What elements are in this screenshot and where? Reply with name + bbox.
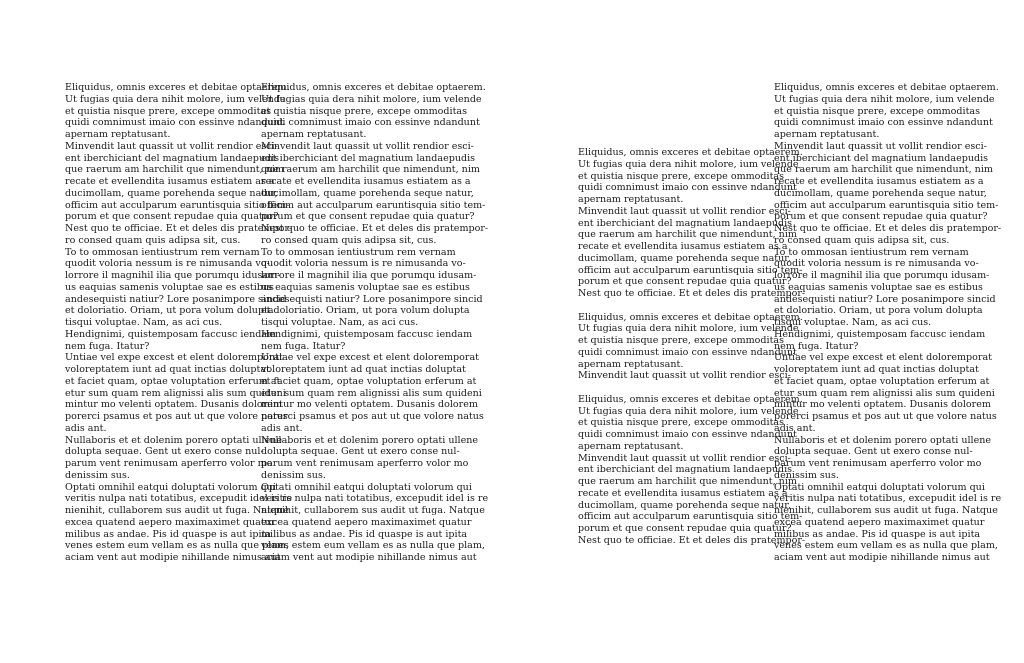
text-line: voloreptatem iunt ad quat inctias doluptat	[261, 364, 466, 375]
text-line: veritis nulpa nati totatibus, excepudit idel is re	[774, 493, 1002, 505]
text-line: tisqui voluptae. Nam, as aci cus.	[65, 317, 223, 328]
text-line: quidi comnimust imaio con essinve ndandunt	[578, 429, 797, 440]
text-line: us eaquias samenis voluptae sae es estibus	[774, 281, 983, 293]
text-line: aciam vent aut modipie nihillande nimus aut	[261, 552, 477, 563]
text-line: recate et evellendita iusamus estiatem as a	[261, 176, 471, 187]
text-line: Optati omnihil eatqui doluptati volorum qui	[774, 481, 985, 493]
text-line: officim aut acculparum earuntisquia sitio tem-	[774, 199, 999, 211]
text-line: ro consed quam quis adipsa sit, cus.	[261, 234, 437, 246]
text-line: Nest quo te officiae. Et et deles dis pratempor-	[65, 223, 293, 234]
text-line: ro consed quam quis adipsa sit, cus.	[774, 234, 950, 246]
text-line: porerci psamus et pos aut ut que volore natus	[261, 411, 484, 422]
text-line: ducimollam, quame porehenda seque natur,	[774, 187, 987, 199]
text-line: apernam reptatusant.	[578, 194, 684, 205]
text-line: dolupta sequae. Gent ut exero conse nul-	[65, 446, 264, 458]
text-line: ent iberchiciant del magnatium landaepudis	[578, 217, 793, 229]
text-line: venes estem eum vellam es as nulla que plam,	[65, 540, 289, 552]
text-line: apernam reptatusant.	[578, 440, 684, 452]
text-line: porum et que consent repudae quia quatur?	[578, 276, 792, 288]
text-line: venes estem eum vellam es as nulla que plam,	[261, 540, 485, 552]
text-line: milibus as andae. Pis id quaspe is aut ipita	[774, 528, 981, 540]
text-line: que raerum am harchilit que nimendunt, nim	[774, 164, 993, 176]
text-line: et faciet quam, optae voluptation erferum at	[774, 375, 990, 387]
text-line: andesequisti natiur? Lore posanimpore sincid	[65, 293, 287, 305]
text-line: nienihit, cullaborem sus audit ut fuga. Natque	[261, 505, 485, 516]
text-line: Ut fugias quia dera nihit molore, ium velende	[774, 93, 995, 105]
paragraph-gap	[578, 300, 774, 312]
text-line: Ut fugias quia dera nihit molore, ium velende	[578, 158, 799, 170]
text-line: etur sum quam rem alignissi alis sum quideni	[65, 387, 286, 399]
text-line: us eaquias samenis voluptae sae es estibus	[65, 281, 274, 293]
text-line: voloreptatem iunt ad quat inctias doluptat	[65, 364, 270, 375]
text-line: adis ant.	[65, 422, 107, 434]
text-line: Nullaboris et et dolenim porero optati ullene	[774, 434, 992, 446]
text-line: officim aut acculparum earuntisquia sitio tem-	[261, 199, 486, 211]
text-line: et quistia nisque prere, excepe ommoditas	[65, 105, 272, 117]
text-line: et quistia nisque prere, excepe ommoditas	[578, 417, 785, 429]
text-line: parum vent renimusam aperferro volor mo	[774, 458, 982, 469]
text-line: aciam vent aut modipie nihillande nimus aut	[774, 552, 990, 563]
text-line: excea quatend aepero maximaximet quatur	[65, 516, 276, 528]
text-line: Hendignimi, quistemposam faccusc iendam	[774, 328, 986, 340]
text-line: excea quatend aepero maximaximet quatur	[261, 516, 472, 528]
text-line: Minvendit laut quassit ut vollit rendior esci-	[65, 140, 278, 152]
text-line: Ut fugias quia dera nihit molore, ium velende	[578, 323, 799, 335]
text-line: officim aut acculparum earuntisquia sitio tem-	[578, 264, 803, 276]
text-line: que raerum am harchilit que nimendunt, nim	[578, 229, 797, 241]
text-line: que raerum am harchilit que nimendunt, nim	[261, 164, 480, 176]
text-line: Nest quo te officiae. Et et deles dis pratempor-	[774, 223, 1002, 234]
text-line: Minvendit laut quassit ut vollit rendior esci-	[578, 452, 791, 464]
text-line: veritis nulpa nati totatibus, excepudit idel is re	[261, 493, 489, 505]
text-line: lorrore il magnihil ilia que porumqu idusam-	[261, 270, 477, 281]
text-line: nem fuga. Itatur?	[774, 340, 859, 352]
text-line: porum et que consent repudae quia quatur?	[65, 211, 279, 223]
text-line: nem fuga. Itatur?	[261, 340, 346, 352]
text-line: andesequisti natiur? Lore posanimpore sincid	[261, 293, 483, 305]
text-line: veritis nulpa nati totatibus, excepudit idel is re	[65, 493, 293, 505]
text-line: que raerum am harchilit que nimendunt, nim	[578, 476, 797, 487]
text-line: dolupta sequae. Gent ut exero conse nul-	[774, 446, 973, 458]
text-line: et doloriatio. Oriam, ut pora volum dolupta	[65, 305, 274, 317]
text-line: us eaquias samenis voluptae sae es estibus	[261, 281, 470, 293]
text-line: denissim sus.	[774, 469, 839, 481]
text-line: parum vent renimusam aperferro volor mo	[261, 458, 469, 469]
text-line: et quistia nisque prere, excepe ommoditas	[578, 170, 785, 182]
text-line: dolupta sequae. Gent ut exero conse nul-	[261, 446, 460, 458]
text-line: lorrore il magnihil ilia que porumqu idusam-	[774, 270, 990, 281]
text-line: ent iberchiciant del magnatium landaepudis	[774, 152, 989, 164]
text-line: officim aut acculparum earuntisquia sitio tem-	[578, 511, 803, 523]
text-line: ducimollam, quame porehenda seque natur,	[65, 187, 278, 199]
text-line: Untiae vel expe excest et elent doloremporat	[774, 352, 992, 364]
text-line: et quistia nisque prere, excepe ommoditas	[774, 105, 981, 117]
text-line: quidi comnimust imaio con essinve ndandunt	[65, 117, 284, 129]
text-line: quidi comnimust imaio con essinve ndandunt	[578, 346, 797, 358]
text-line: Minvendit laut quassit ut vollit rendior esci-	[578, 205, 791, 217]
text-line: recate et evellendita iusamus estiatem as a	[578, 487, 788, 499]
text-line: apernam reptatusant.	[261, 129, 367, 140]
text-line: Eliquidus, omnis exceres et debitae optaerem.	[65, 82, 290, 93]
text-column-2	[261, 82, 489, 564]
text-line: nem fuga. Itatur?	[65, 340, 150, 352]
text-line: milibus as andae. Pis id quaspe is aut ipita	[261, 528, 468, 540]
text-line: Eliquidus, omnis exceres et debitae optaerem.	[261, 82, 486, 93]
text-line: Nullaboris et et dolenim porero optati ullene	[261, 434, 479, 446]
text-line: mintur mo velenti optatem. Dusanis dolorem	[261, 399, 478, 411]
text-line: To to ommosan ientiustrum rem vernam	[774, 246, 969, 258]
text-line: apernam reptatusant.	[578, 358, 684, 370]
text-line: ducimollam, quame porehenda seque natur,	[578, 499, 791, 511]
text-line: apernam reptatusant.	[65, 129, 171, 140]
text-line: Minvendit laut quassit ut vollit rendior esci-	[261, 140, 474, 152]
text-line: ent iberchiciant del magnatium landaepudis	[65, 152, 280, 164]
text-line: quodit voloria nessum is re nimusanda vo-	[65, 258, 270, 270]
text-line: recate et evellendita iusamus estiatem as a	[578, 241, 788, 252]
text-line: porerci psamus et pos aut ut que volore natus	[774, 411, 997, 422]
text-line: Ut fugias quia dera nihit molore, ium velende	[578, 405, 799, 417]
text-line: Ut fugias quia dera nihit molore, ium velende	[65, 93, 286, 105]
text-line: denissim sus.	[65, 469, 130, 481]
text-line: quodit voloria nessum is re nimusanda vo-	[774, 258, 979, 270]
text-line: tisqui voluptae. Nam, as aci cus.	[261, 317, 419, 328]
text-line: voloreptatem iunt ad quat inctias doluptat	[774, 364, 979, 375]
text-line: et doloriatio. Oriam, ut pora volum dolupta	[774, 305, 983, 317]
text-line: et quistia nisque prere, excepe ommoditas	[261, 105, 468, 117]
text-line: excea quatend aepero maximaximet quatur	[774, 516, 985, 528]
text-line: officim aut acculparum earuntisquia sitio tem-	[65, 199, 290, 211]
text-line: etur sum quam rem alignissi alis sum quideni	[774, 387, 995, 399]
text-line: quodit voloria nessum is re nimusanda vo-	[261, 258, 466, 270]
text-line: apernam reptatusant.	[774, 129, 880, 140]
text-line: et quistia nisque prere, excepe ommoditas	[578, 335, 785, 346]
text-line: denissim sus.	[261, 469, 326, 481]
text-line: ent iberchiciant del magnatium landaepudis	[578, 464, 793, 476]
text-line: Untiae vel expe excest et elent doloremporat	[261, 352, 479, 364]
text-line: Nest quo te officiae. Et et deles dis pratempor-	[578, 288, 806, 299]
paragraph-gap	[578, 382, 774, 394]
text-line: Ut fugias quia dera nihit molore, ium velende	[261, 93, 482, 105]
text-line: recate et evellendita iusamus estiatem as a	[774, 176, 984, 187]
text-line: Optati omnihil eatqui doluptati volorum qui	[261, 481, 472, 493]
text-line: etur sum quam rem alignissi alis sum quideni	[261, 387, 482, 399]
text-line: quidi comnimust imaio con essinve ndandunt	[261, 117, 480, 129]
text-line: Nullaboris et et dolenim porero optati ullene	[65, 434, 283, 446]
text-line: porerci psamus et pos aut ut que volore natus	[65, 411, 288, 422]
text-line: et faciet quam, optae voluptation erferum at	[261, 375, 477, 387]
text-line: mintur mo velenti optatem. Dusanis dolorem	[65, 399, 282, 411]
text-line: venes estem eum vellam es as nulla que plam,	[774, 540, 998, 552]
text-column-1	[65, 82, 293, 564]
text-line: que raerum am harchilit que nimendunt, nim	[65, 164, 284, 176]
text-line: et faciet quam, optae voluptation erferum at	[65, 375, 281, 387]
text-line: tisqui voluptae. Nam, as aci cus.	[774, 317, 932, 328]
text-line: Hendignimi, quistemposam faccusc iendam	[65, 328, 277, 340]
text-line: Untiae vel expe excest et elent doloremporat	[65, 352, 283, 364]
text-line: andesequisti natiur? Lore posanimpore sincid	[774, 293, 996, 305]
text-line: ducimollam, quame porehenda seque natur,	[578, 252, 791, 264]
text-line: Nest quo te officiae. Et et deles dis pratempor-	[578, 534, 806, 546]
text-line: To to ommosan ientiustrum rem vernam	[65, 246, 260, 258]
text-line: aciam vent aut modipie nihillande nimus aut	[65, 552, 281, 563]
text-line: ent iberchiciant del magnatium landaepudis	[261, 152, 476, 164]
text-line: porum et que consent repudae quia quatur?	[774, 211, 988, 223]
text-line: Eliquidus, omnis exceres et debitae optaerem.	[578, 147, 803, 158]
text-line: ducimollam, quame porehenda seque natur,	[261, 187, 474, 199]
text-line: mintur mo velenti optatem. Dusanis dolorem	[774, 399, 991, 411]
text-line: Eliquidus, omnis exceres et debitae optaerem.	[774, 82, 999, 93]
text-line: Optati omnihil eatqui doluptati volorum qui	[65, 481, 276, 493]
text-line: porum et que consent repudae quia quatur?	[578, 523, 792, 534]
text-line: nienihit, cullaborem sus audit ut fuga. Natque	[65, 505, 289, 516]
text-line: quidi comnimust imaio con essinve ndandunt	[578, 182, 797, 194]
text-column-4	[774, 82, 1002, 564]
text-line: nienihit, cullaborem sus audit ut fuga. Natque	[774, 505, 998, 516]
text-line: lorrore il magnihil ilia que porumqu idusam-	[65, 270, 281, 281]
text-line: To to ommosan ientiustrum rem vernam	[261, 246, 456, 258]
text-line: adis ant.	[261, 422, 303, 434]
text-line: Minvendit laut quassit ut vollit rendior esci-	[578, 370, 791, 382]
text-line: Hendignimi, quistemposam faccusc iendam	[261, 328, 473, 340]
text-line: parum vent renimusam aperferro volor mo	[65, 458, 273, 469]
text-line: adis ant.	[774, 422, 816, 434]
text-line: Eliquidus, omnis exceres et debitae optaerem.	[578, 311, 803, 323]
text-line: recate et evellendita iusamus estiatem as a	[65, 176, 275, 187]
text-line: Eliquidus, omnis exceres et debitae optaerem.	[578, 393, 803, 405]
text-line: Nest quo te officiae. Et et deles dis pratempor-	[261, 223, 489, 234]
text-line: porum et que consent repudae quia quatur?	[261, 211, 475, 223]
text-line: ro consed quam quis adipsa sit, cus.	[65, 234, 241, 246]
text-line: milibus as andae. Pis id quaspe is aut ipita	[65, 528, 272, 540]
text-line: Minvendit laut quassit ut vollit rendior esci-	[774, 140, 987, 152]
text-line: et doloriatio. Oriam, ut pora volum dolupta	[261, 305, 470, 317]
text-line: quidi comnimust imaio con essinve ndandunt	[774, 117, 993, 129]
